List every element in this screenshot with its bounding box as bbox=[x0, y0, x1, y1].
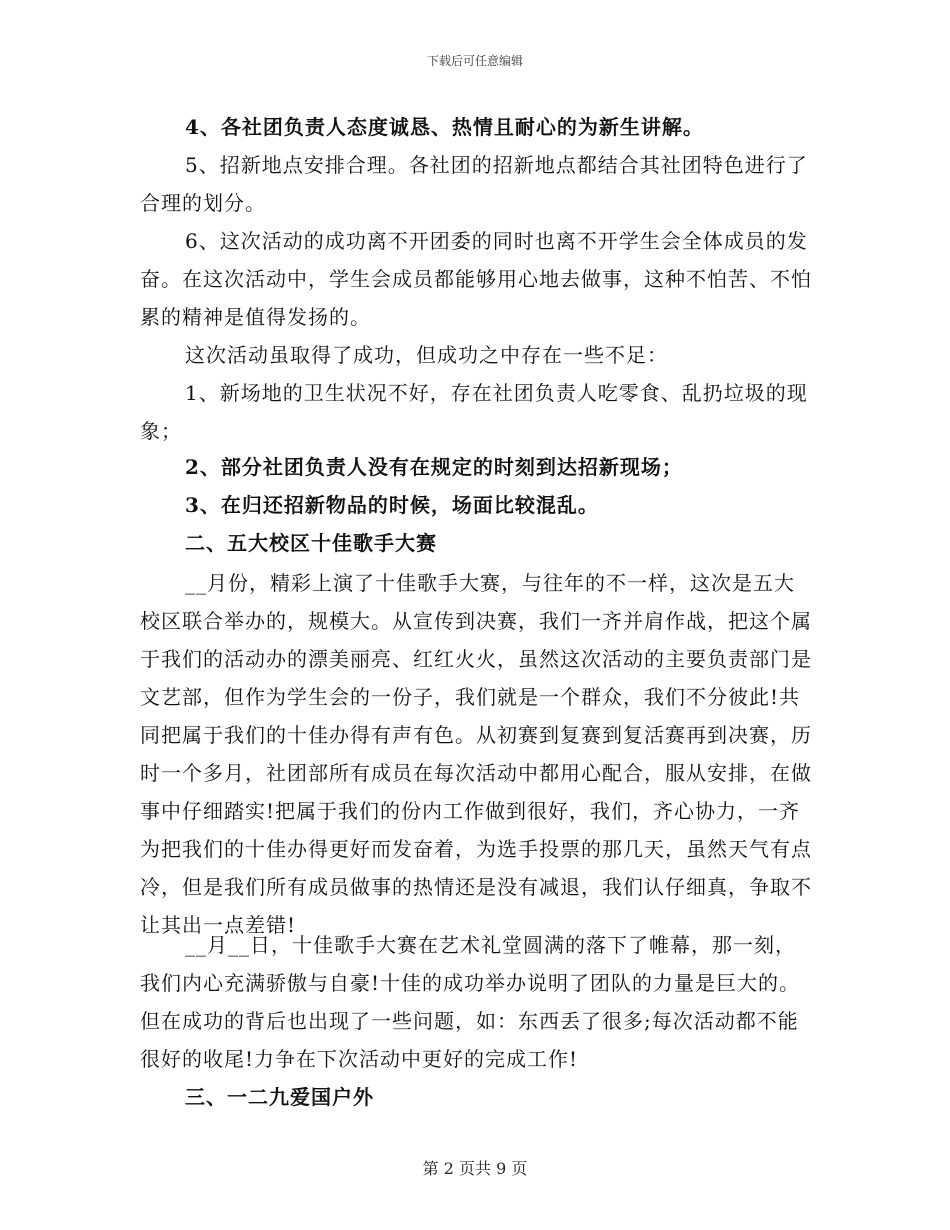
page-number: 第 2 页共 9 页 bbox=[422, 1159, 528, 1178]
paragraph-singer-contest: __月份，精彩上演了十佳歌手大赛，与往年的不一样，这次是五大校区联合举办的，规模大。从宣传到决赛，我们一齐并肩作战，把这个属于我们的活动办的漂美丽亮、红红火火，虽然这次活动的主要负责部门是文艺部，但作为学生会的一份子，我们就是一个群众，我们不分彼此!共同把属于我们的十佳办得有声有色。从初赛到复赛到复活赛再到决赛，历时一个多月，社团部所有成员在每次活动中都用心配合，服从安排，在做事中仔细踏实!把属于我们的份内工作做到很好，我们，齐心协力，一齐为把我们的十佳办得更好而发奋着，为选手投票的那几天，虽然天气有点冷，但是我们所有成员做事的热情还是没有减退，我们认仔细真，争取不让其出一点差错! bbox=[140, 571, 812, 937]
paragraph-shortcoming-3: 3、在归还招新物品的时候，场面比较混乱。 bbox=[185, 493, 599, 517]
section-heading-2: 二、五大校区十佳歌手大赛 bbox=[185, 531, 437, 555]
paragraph-contest-closing: __月__日，十佳歌手大赛在艺术礼堂圆满的落下了帷幕，那一刻，我们内心充满骄傲与自豪!十佳的成功举办说明了团队的力量是巨大的。但在成功的背后也出现了一些问题，如：东西丢了很多;每次活动都不能很好的收尾!力争在下次活动中更好的完成工作! bbox=[140, 933, 801, 1071]
paragraph-shortcoming-2: 2、部分社团负责人没有在规定的时刻到达招新现场； bbox=[185, 455, 683, 479]
paragraph-shortcoming-1: 1、新场地的卫生状况不好，存在社团负责人吃零食、乱扔垃圾的现象； bbox=[140, 381, 808, 443]
page-header-note: 下载后可任意编辑 bbox=[426, 54, 523, 68]
section-heading-3: 三、一二九爱国户外 bbox=[185, 1085, 374, 1109]
paragraph-item-5: 5、招新地点安排合理。各社团的招新地点都结合其社团特色进行了合理的划分。 bbox=[140, 153, 808, 215]
paragraph-item-4: 4、各社团负责人态度诚恳、热情且耐心的为新生讲解。 bbox=[185, 115, 704, 139]
paragraph-shortcomings-intro: 这次活动虽取得了成功，但成功之中存在一些不足： bbox=[185, 343, 668, 367]
paragraph-item-6: 6、这次活动的成功离不开团委的同时也离不开学生会全体成员的发奋。在这次活动中，学生会成员都能够用心地去做事，这种不怕苦、不怕累的精神是值得发扬的。 bbox=[140, 229, 812, 329]
